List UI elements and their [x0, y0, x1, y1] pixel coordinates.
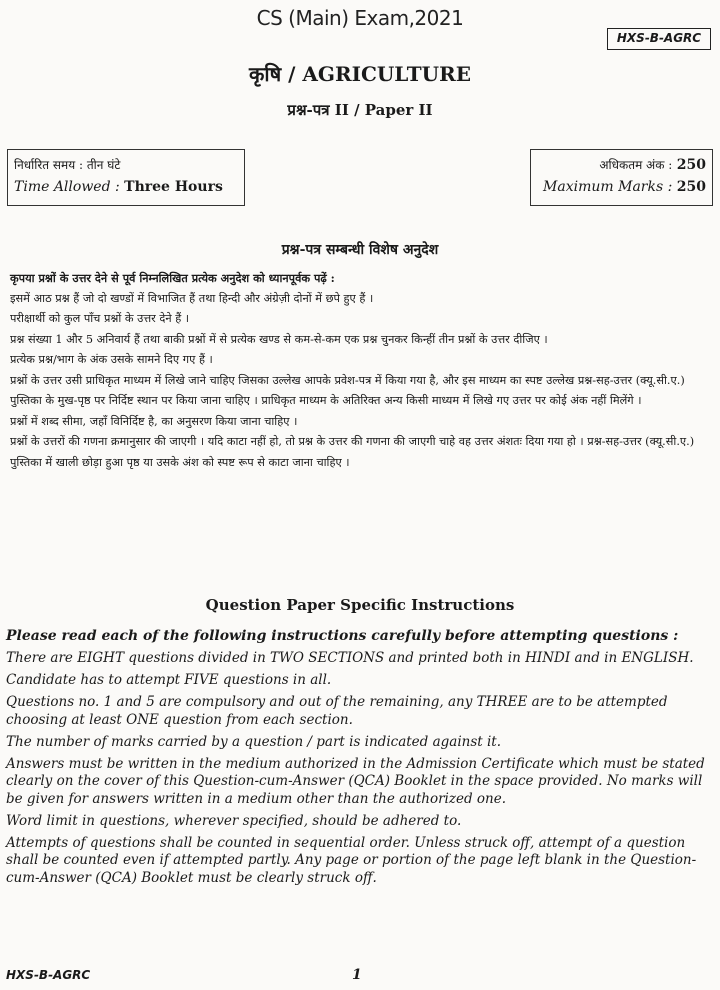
maximum-marks-box [530, 149, 713, 206]
maximum-marks-hindi-label: अधिकतम अंक : [599, 158, 673, 172]
hindi-instructions-lead: कृपया प्रश्नों के उत्तर देने से पूर्व निम्नलिखित प्रत्येक अनुदेश को ध्यानपूर्वक पढ़ें : [10, 271, 335, 285]
hindi-instruction-item: प्रश्नों में शब्द सीमा, जहाँ विनिर्दिष्ट है, का अनुसरण किया जाना चाहिए । [10, 414, 298, 428]
maximum-marks-value: 250 [676, 179, 706, 195]
english-instruction-item: There are EIGHT questions divided in TWO SECTIONS and printed both in HINDI and in ENGLISH. [6, 650, 694, 666]
english-instruction-item: Word limit in questions, wherever specified, should be adhered to. [6, 812, 462, 829]
page-number: 1 [352, 967, 362, 983]
english-instructions [6, 628, 714, 892]
english-instruction-item: Candidate has to attempt FIVE questions in all. [6, 672, 332, 688]
paper-code-box: HXS-B-AGRC [607, 28, 711, 50]
hindi-instruction-item: इसमें आठ प्रश्न हैं जो दो खण्डों में विभाजित हैं तथा हिन्दी और अंग्रेज़ी दोनों में छपे हुए हैं । [10, 291, 374, 305]
english-instruction-item: The number of marks carried by a question / part is indicated against it. [6, 733, 502, 750]
time-allowed-hindi: निर्धारित समय : तीन घंटे [14, 158, 121, 172]
footer-paper-code: HXS-B-AGRC [6, 968, 91, 982]
maximum-marks-english [537, 176, 706, 198]
english-instructions-lead: Please read each of the following instructions carefully before attempting questions : [6, 628, 679, 644]
hindi-instructions [10, 268, 710, 473]
hindi-instruction-item: प्रश्नों के उत्तरों की गणना क्रमानुसार की जाएगी । यदि काटा नहीं हो, तो प्रश्न के उत्तर की गणना की जाएगी चाहे वह उत्तर अंशतः दिया गया हो । प्रश्न-सह-उत्तर (क्यू.सी.ए.) पुस्तिका में खाली छोड़ा हुआ पृष्ठ या उसके अंश को स्पष्ट रूप से काटा जाना चाहिए । [10, 435, 695, 469]
time-allowed-box [7, 149, 245, 206]
english-instruction-item: Questions no. 1 and 5 are compulsory and out of the remaining, any THREE are to be attempted choosing at least ONE question from each section. [6, 694, 668, 728]
time-allowed-value: Three Hours [124, 179, 223, 195]
subject-title: कृषि / AGRICULTURE [249, 62, 471, 86]
hindi-instructions-heading: प्रश्न-पत्र सम्बन्धी विशेष अनुदेश [281, 242, 439, 258]
hindi-instruction-item: परीक्षार्थी को कुल पाँच प्रश्नों के उत्तर देने हैं । [10, 312, 190, 325]
hindi-instruction-item: प्रत्येक प्रश्न/भाग के अंक उसके सामने दिए गए हैं । [10, 353, 213, 366]
english-instruction-item: Answers must be written in the medium authorized in the Admission Certificate which must be stated clearly on the cover of this Question-cum-Answer (QCA) Booklet in the space provided. No marks will be given for answers written in a medium other than the authorized one. [6, 755, 705, 807]
hindi-instruction-item: प्रश्नों के उत्तर उसी प्राधिकृत माध्यम में लिखे जाने चाहिए जिसका उल्लेख आपके प्रवेश-पत्र में किया गया है, और इस माध्यम का स्पष्ट उल्लेख प्रश्न-सह-उत्तर (क्यू.सी.ए.) पुस्तिका के मुख-पृष्ठ पर निर्दिष्ट स्थान पर किया जाना चाहिए । प्राधिकृत माध्यम के अतिरिक्त अन्य किसी माध्यम में लिखे गए उत्तर पर कोई अंक नहीं मिलेंगे । [10, 373, 685, 407]
hindi-instruction-item: प्रश्न संख्या 1 और 5 अनिवार्य हैं तथा बाकी प्रश्नों में से प्रत्येक खण्ड से कम-से-कम एक प्रश्न चुनकर किन्हीं तीन प्रश्नों के उत्तर दीजिए । [10, 332, 548, 346]
paper-title: प्रश्न-पत्र II / Paper II [287, 101, 433, 119]
exam-title: CS (Main) Exam,2021 [256, 6, 464, 30]
time-allowed-label: Time Allowed : [14, 179, 120, 195]
maximum-marks-hindi-value: 250 [676, 157, 706, 173]
maximum-marks-hindi [537, 154, 706, 176]
maximum-marks-label: Maximum Marks : [543, 179, 673, 195]
english-instructions-heading: Question Paper Specific Instructions [205, 596, 515, 614]
english-instruction-item: Attempts of questions shall be counted in sequential order. Unless struck off, attempt of a question shall be counted even if attempted partly. Any page or portion of the page left blank in the Question-cum-Answer (QCA) Booklet must be clearly struck off. [6, 834, 697, 886]
time-allowed-english [14, 176, 238, 198]
